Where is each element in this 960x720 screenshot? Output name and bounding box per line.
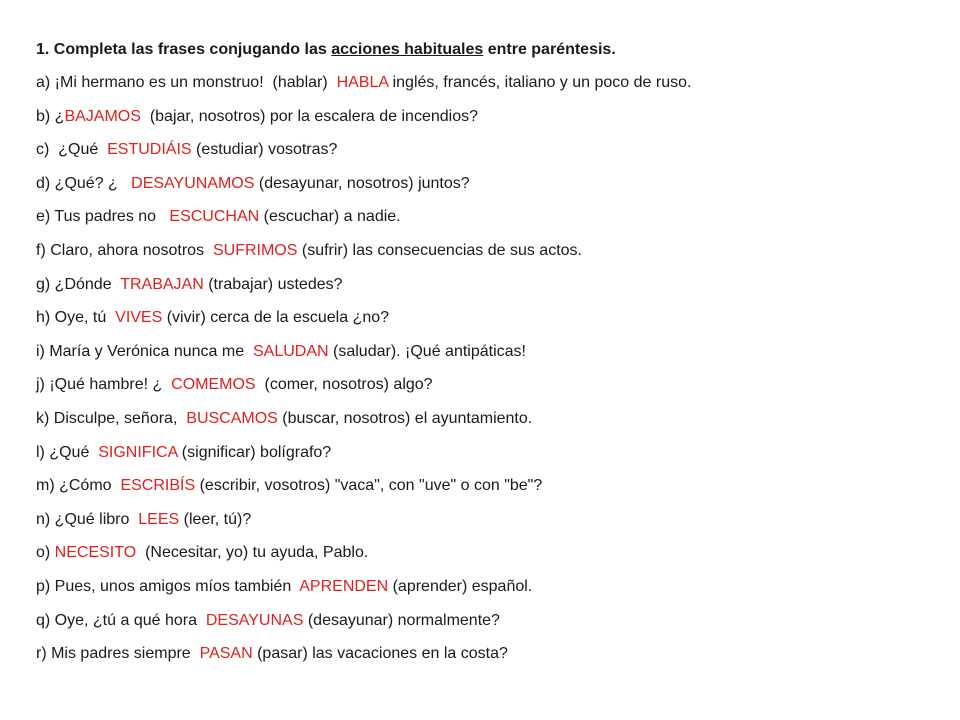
sentence-text: (leer, tú)? <box>179 510 252 528</box>
sentence-text: l) ¿Qué <box>36 443 99 461</box>
sentence-text: (saludar). ¡Qué antipáticas! <box>328 342 526 360</box>
answer-text: HABLA <box>336 74 389 91</box>
answer-text: SALUDAN <box>252 342 329 360</box>
sentence-text: j) ¡Qué hambre! ¿ <box>36 376 172 394</box>
sentence-l <box>36 441 936 465</box>
sentence-j <box>36 373 936 397</box>
sentence-r <box>36 642 936 666</box>
sentence-text: (aprender) español. <box>388 577 533 595</box>
sentence-d <box>36 172 936 196</box>
title-suffix: entre paréntesis. <box>483 41 616 58</box>
sentence-text: (buscar, nosotros) el ayuntamiento. <box>277 409 533 427</box>
sentence-text: o) <box>36 544 55 562</box>
sentence-n <box>36 508 936 532</box>
answer-text: DESAYUNAMOS <box>131 174 255 192</box>
sentence-text: g) ¿Dónde <box>36 275 121 293</box>
sentence-text: b) ¿ <box>36 107 65 125</box>
sentence-text: d) ¿Qué? ¿ <box>36 174 132 192</box>
title-underlined: acciones habituales <box>331 41 484 58</box>
sentence-text: (escuchar) a nadie. <box>259 208 401 226</box>
answer-text: PASAN <box>199 645 253 663</box>
sentence-a <box>36 71 936 95</box>
sentence-text: (desayunar) normalmente? <box>303 611 500 629</box>
sentence-q <box>36 609 936 633</box>
sentence-text: (pasar) las vacaciones en la costa? <box>252 645 508 663</box>
exercise-title <box>36 38 936 62</box>
sentence-text: k) Disculpe, señora, <box>36 409 187 427</box>
sentence-text: h) Oye, tú <box>36 309 116 327</box>
answer-text: APRENDEN <box>299 577 389 595</box>
sentence-p <box>36 575 936 599</box>
sentence-b <box>36 105 936 129</box>
sentence-m <box>36 474 936 498</box>
sentence-k <box>36 407 936 431</box>
sentence-text: (significar) bolígrafo? <box>177 443 332 461</box>
sentence-text: (escribir, vosotros) "vaca", con "uve" o con "be"? <box>195 477 543 495</box>
sentence-text: (trabajar) ustedes? <box>203 275 343 293</box>
sentence-h <box>36 306 936 330</box>
answer-text: BAJAMOS <box>64 107 141 125</box>
sentence-f <box>36 239 936 263</box>
sentence-i <box>36 340 936 364</box>
sentence-o <box>36 541 936 565</box>
sentence-e <box>36 205 936 229</box>
answer-text: SUFRIMOS <box>212 241 298 259</box>
answer-text: SIGNIFICA <box>98 443 178 461</box>
answer-text: ESCRIBÍS <box>120 477 196 495</box>
sentence-text: n) ¿Qué libro <box>36 510 139 528</box>
sentence-text: q) Oye, ¿tú a qué hora <box>36 611 206 629</box>
sentence-text: e) Tus padres no <box>36 208 170 226</box>
sentence-g <box>36 273 936 297</box>
answer-text: BUSCAMOS <box>186 409 278 427</box>
answer-text: COMEMOS <box>171 376 256 394</box>
answer-text: NECESITO <box>54 544 137 562</box>
sentence-text: p) Pues, unos amigos míos también <box>36 577 300 595</box>
sentence-text: inglés, francés, italiano y un poco de ruso. <box>388 74 692 91</box>
title-prefix: 1. Completa las frases conjugando las <box>36 41 332 58</box>
answer-text: TRABAJAN <box>120 275 204 293</box>
sentence-text: f) Claro, ahora nosotros <box>36 241 213 259</box>
worksheet <box>36 38 936 676</box>
sentence-text: (bajar, nosotros) por la escalera de incendios? <box>140 107 478 125</box>
sentence-text: (sufrir) las consecuencias de sus actos. <box>297 241 582 259</box>
sentence-text: (estudiar) vosotras? <box>191 141 338 159</box>
answer-text: ESTUDIÁIS <box>107 141 192 159</box>
sentence-text: (comer, nosotros) algo? <box>255 376 433 394</box>
sentence-text: (desayunar, nosotros) juntos? <box>254 174 470 192</box>
sentence-text: c) ¿Qué <box>36 141 108 159</box>
sentence-text: (Necesitar, yo) tu ayuda, Pablo. <box>136 544 369 562</box>
sentence-text: r) Mis padres siempre <box>36 645 200 663</box>
answer-text: DESAYUNAS <box>205 611 304 629</box>
sentence-text: m) ¿Cómo <box>36 477 121 495</box>
sentence-text: (vivir) cerca de la escuela ¿no? <box>162 309 390 327</box>
sentence-text: i) María y Verónica nunca me <box>36 342 253 360</box>
sentence-text: a) ¡Mi hermano es un monstruo! (hablar) <box>36 74 337 91</box>
sentence-c <box>36 138 936 162</box>
answer-text: LEES <box>138 510 180 528</box>
answer-text: VIVES <box>115 309 163 327</box>
answer-text: ESCUCHAN <box>169 208 260 226</box>
